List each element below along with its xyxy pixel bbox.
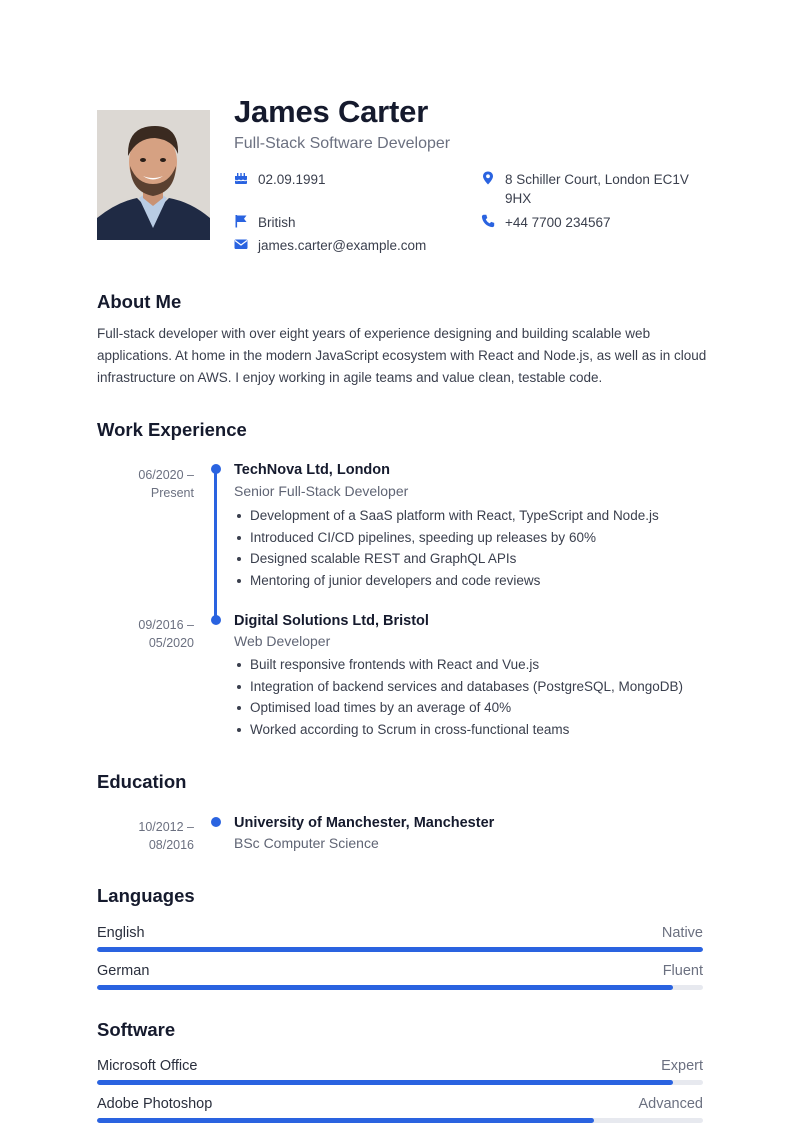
timeline-dot bbox=[211, 464, 221, 474]
candidate-name: James Carter bbox=[234, 94, 429, 129]
job-date bbox=[97, 616, 194, 652]
timeline-line bbox=[214, 470, 217, 621]
date-end: Present bbox=[150, 486, 194, 500]
skill-name: Adobe Photoshop bbox=[97, 1096, 213, 1112]
skill-level: Native bbox=[661, 925, 703, 941]
date-start: 10/2012 – bbox=[138, 820, 194, 834]
nationality-row bbox=[234, 213, 454, 233]
email[interactable]: james.carter@example.com bbox=[258, 238, 427, 253]
experience-heading: Work Experience bbox=[97, 419, 247, 440]
skill-bar-fill bbox=[97, 985, 673, 990]
job-role: Web Developer bbox=[234, 633, 331, 649]
list-item: Integration of backend services and databases (PostgreSQL, MongoDB) bbox=[237, 676, 683, 698]
skill-bar bbox=[97, 985, 703, 990]
languages-heading: Languages bbox=[97, 885, 195, 906]
list-item: Designed scalable REST and GraphQL APIs bbox=[237, 548, 659, 570]
skill-level: Expert bbox=[661, 1058, 703, 1074]
birthdate-row bbox=[234, 170, 454, 190]
software-heading: Software bbox=[97, 1019, 176, 1040]
date-start: 06/2020 – bbox=[138, 468, 194, 482]
nationality: British bbox=[258, 215, 296, 230]
skill-bar-fill bbox=[97, 1118, 594, 1123]
skill-bar bbox=[97, 947, 703, 952]
skill-bar bbox=[97, 1080, 703, 1085]
map-pin-icon bbox=[481, 171, 495, 185]
address: 8 Schiller Court, London EC1V 9HX bbox=[505, 172, 689, 206]
job-date bbox=[97, 466, 194, 502]
address-row bbox=[481, 170, 706, 210]
flag-icon bbox=[234, 214, 248, 228]
date-end: 05/2020 bbox=[148, 636, 194, 650]
job-company: TechNova Ltd, London bbox=[234, 462, 390, 478]
skill-name: German bbox=[97, 963, 150, 979]
list-item: Introduced CI/CD pipelines, speeding up releases by 60% bbox=[237, 527, 659, 549]
skill-bar-fill bbox=[97, 1080, 673, 1085]
skill-name: English bbox=[97, 925, 145, 941]
education-degree: BSc Computer Science bbox=[234, 835, 379, 851]
list-item: Development of a SaaS platform with React, TypeScript and Node.js bbox=[237, 505, 659, 527]
envelope-icon bbox=[234, 237, 248, 251]
date-end: 08/2016 bbox=[148, 838, 194, 852]
phone-icon bbox=[481, 214, 495, 228]
phone[interactable]: +44 7700 234567 bbox=[505, 215, 611, 230]
phone-row bbox=[481, 213, 701, 233]
skill-name: Microsoft Office bbox=[97, 1058, 198, 1074]
job-title: Full-Stack Software Developer bbox=[234, 135, 451, 152]
email-row bbox=[234, 236, 474, 256]
job-bullets bbox=[237, 654, 683, 740]
job-role: Senior Full-Stack Developer bbox=[234, 483, 409, 499]
birthdate: 02.09.1991 bbox=[258, 172, 326, 187]
about-heading: About Me bbox=[97, 291, 182, 312]
skill-level: Fluent bbox=[662, 963, 703, 979]
education-heading: Education bbox=[97, 771, 187, 792]
list-item: Mentoring of junior developers and code reviews bbox=[237, 570, 659, 592]
date-start: 09/2016 – bbox=[138, 618, 194, 632]
timeline-dot bbox=[211, 615, 221, 625]
education-date bbox=[97, 818, 194, 854]
skill-bar bbox=[97, 1118, 703, 1123]
list-item: Built responsive frontends with React and Vue.js bbox=[237, 654, 683, 676]
about-text: Full-stack developer with over eight years of experience designing and building scalable web applications. At home in the modern JavaScript ecosystem with React and Node.js, as well as in cloud infrastructure on AWS. I enjoy working in agile teams and value clean, testable code. bbox=[97, 326, 707, 385]
profile-photo bbox=[97, 110, 210, 240]
skill-level: Advanced bbox=[638, 1096, 703, 1112]
timeline-dot bbox=[211, 817, 221, 827]
job-company: Digital Solutions Ltd, Bristol bbox=[234, 613, 429, 629]
education-institution: University of Manchester, Manchester bbox=[234, 815, 495, 831]
job-bullets bbox=[237, 505, 659, 591]
skill-bar-fill bbox=[97, 947, 703, 952]
list-item: Worked according to Scrum in cross-functional teams bbox=[237, 719, 683, 741]
list-item: Optimised load times by an average of 40% bbox=[237, 697, 683, 719]
cake-icon bbox=[234, 171, 248, 185]
